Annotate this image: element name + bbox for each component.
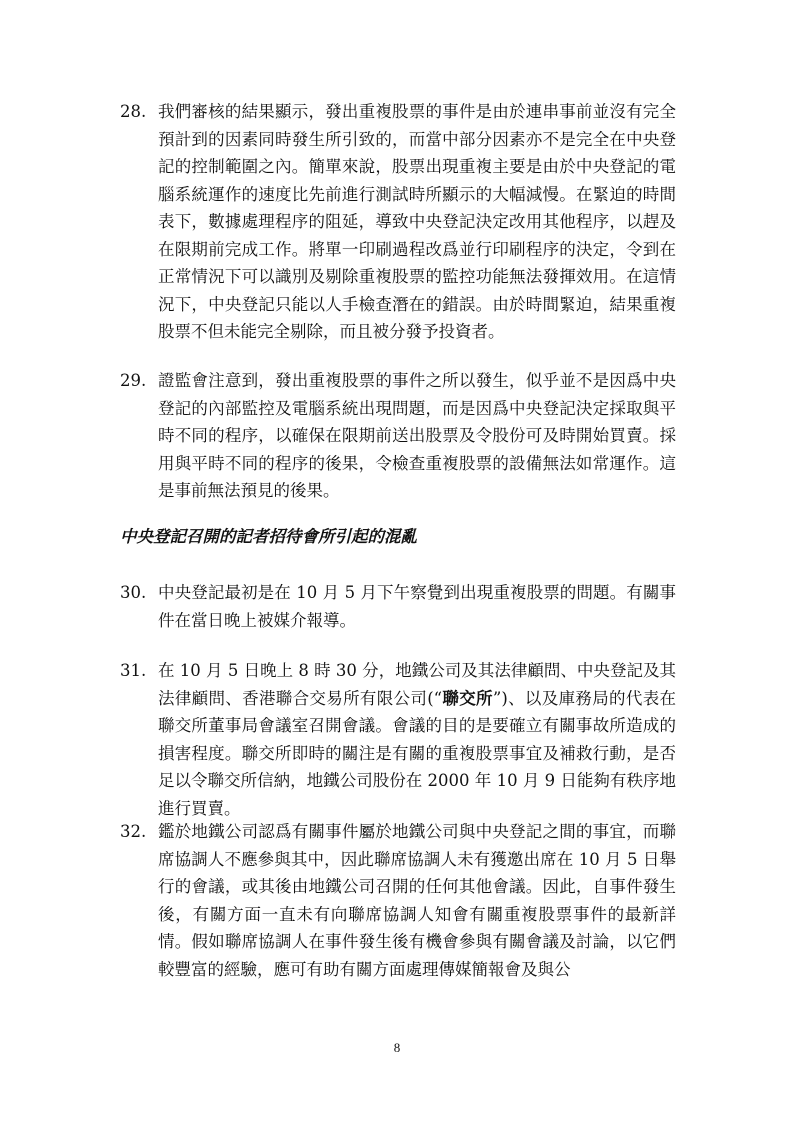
paragraph-text: 鑑於地鐵公司認爲有關事件屬於地鐵公司與中央登記之間的事宜，而聯席協調人不應參與其中，因此聯席協調人未有獲邀出席在 10 月 5 日舉行的會議，或其後由地鐵公司召開的任何其他會議。因此，自事件發生後，有關方面一直未有向聯席協調人知會有關重複股票事件的最新詳情。假如聯席協調人在事件發生後有機會參與有關會議及討論，以它們較豐富的經驗，應可有助有關方面處理傳媒簡報會及與公 xyxy=(158,822,676,979)
paragraph-28 xyxy=(120,98,676,346)
paragraph-number: 28. xyxy=(120,102,147,121)
paragraph-31 xyxy=(120,657,676,822)
paragraph-text-part: 在 10 月 5 日晚上 8 時 30 分，地鐵公司及其法律顧問、中央登記及其法律顧問、香港聯合交易所有限公司(“ xyxy=(158,661,676,708)
bold-term: 聯交所 xyxy=(442,688,493,708)
paragraph-number: 30. xyxy=(120,583,147,602)
paragraph-text: 證監會注意到，發出重複股票的事件之所以發生，似乎並不是因爲中央登記的內部監控及電腦系統出現問題，而是因爲中央登記決定採取與平時不同的程序，以確保在限期前送出股票及令股份可及時開始買賣。採用與平時不同的程序的後果，令檢查重複股票的設備無法如常運作。這是事前無法預見的後果。 xyxy=(158,371,676,500)
paragraph-number: 29. xyxy=(120,371,147,390)
paragraph-32 xyxy=(120,818,676,983)
paragraph-text xyxy=(158,657,676,822)
paragraph-number: 31. xyxy=(120,661,147,680)
paragraph-text: 中央登記最初是在 10 月 5 月下午察覺到出現重複股票的問題。有關事件在當日晚上被媒介報導。 xyxy=(158,583,676,630)
paragraph-text-part: ”)、以及庫務局的代表在聯交所董事局會議室召開會議。會議的目的是要確立有關事故所造成的損害程度。聯交所即時的關注是有關的重複股票事宜及補救行動，是否足以令聯交所信納，地鐵公司股份在 2000 年 10 月 9 日能夠有秩序地進行買賣。 xyxy=(158,688,677,818)
paragraph-29 xyxy=(120,367,676,505)
paragraph-number: 32. xyxy=(120,822,147,841)
page-number: 8 xyxy=(393,1040,401,1055)
section-heading: 中央登記召開的記者招待會所引起的混亂 xyxy=(120,527,417,546)
paragraph-30 xyxy=(120,579,676,634)
paragraph-text: 我們審核的結果顯示，發出重複股票的事件是由於連串事前並沒有完全預計到的因素同時發生所引致的，而當中部分因素亦不是完全在中央登記的控制範圍之內。簡單來說，股票出現重複主要是由於中央登記的電腦系統運作的速度比先前進行測試時所顯示的大幅減慢。在緊迫的時間表下，數據處理程序的阻延，導致中央登記決定改用其他程序，以趕及在限期前完成工作。將單一印刷過程改爲並行印刷程序的決定，令到在正常情況下可以識別及剔除重複股票的監控功能無法發揮效用。在這情況下，中央登記只能以人手檢查潛在的錯誤。由於時間緊迫，結果重複股票不但未能完全剔除，而且被分發予投資者。 xyxy=(158,102,676,341)
